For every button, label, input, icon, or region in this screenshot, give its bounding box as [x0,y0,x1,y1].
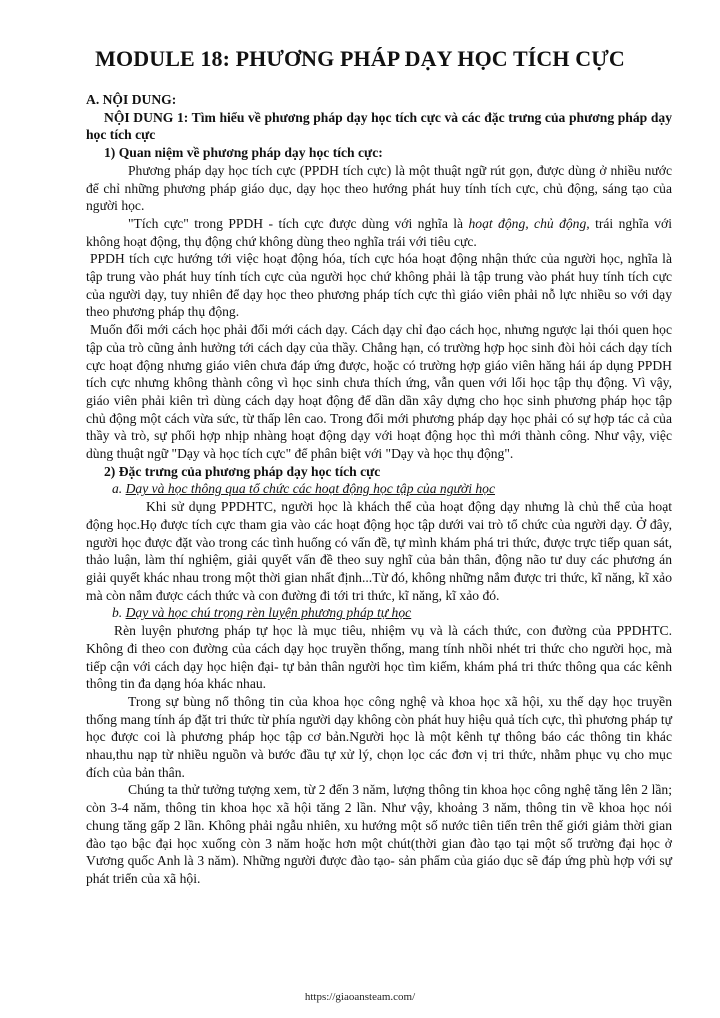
subsection-b-heading: b. Dạy và học chú trọng rèn luyện phương pháp tự học [112,605,412,621]
document-body [86,91,672,888]
italic-phrase: hoạt động, chủ động, [468,215,590,231]
subheading-2: 2) Đặc trưng của phương pháp dạy học tích cực [104,463,381,479]
paragraph-1: Phương pháp dạy học tích cực (PPDH tích cực) là một thuật ngữ rút gọn, được dùng ở nhiều nước để chỉ những phương pháp giáo dục, dạy học theo hướng phát huy tính tích cực, chủ động, sáng tạo của người học. [86,162,672,214]
paragraph-6: Rèn luyện phương pháp tự học là mục tiêu, nhiệm vụ và là cách thức, con đường của PPDHTC. Không đi theo con đường của cách dạy học truyền thống, mang tính nhồi nhét tri thức cho người học, mà tiếp cận với cách dạy học hiện đại- tự bản thân người học tìm kiếm, khám phá tri thức thông qua các kênh thông tin đa dạng hóa khác nhau. [86,623,672,692]
paragraph-8: Chúng ta thử tưởng tượng xem, từ 2 đến 3 năm, lượng thông tin khoa học công nghệ tăng lên 2 lần; còn 3-4 năm, thông tin khoa học xã hội tăng 2 lần. Như vậy, khoảng 3 năm, thông tin về khoa học nói chung tăng gấp 2 lần. Không phải ngẫu nhiên, xu hướng một số nước tiên tiến trên thế giới giảm thời gian đào tạo bậc đại học xuống còn 3 năm hoặc hơn một chút(thời gian đào tạo tại một số trường đại học ở Vương quốc Anh là 3 năm). Những người được đào tạo- sản phẩm của giáo dục sẽ đáp ứng phù hợp với sự phát triển của xã hội. [86,782,672,886]
paragraph-5: Khi sử dụng PPDHTC, người học là khách thể của hoạt động dạy nhưng là chủ thể của hoạt động học.Họ được tích cực tham gia vào các hoạt động học tập dưới vai trò tổ chức của người dạy. Ở đây, người học được đặt vào trong các tình huống có vấn đề, tự mình khám phá tri thức, được trực tiếp quan sát, thảo luận, làm thí nghiệm, giải quyết vấn đề theo suy nghĩ của bản thân, động não tư duy các phương án giải quyết khác nhau trong một thời gian nhất định...Từ đó, không những nắm được tri thức, kĩ năng, kĩ xảo mà còn nắm được cách thức và con đường đi tới tri thức, kĩ năng, kĩ xảo đó. [86,499,672,603]
paragraph-7: Trong sự bùng nổ thông tin của khoa học công nghệ và khoa học xã hội, xu thế dạy học truyền thống mang tính áp đặt tri thức từ phía người dạy không còn phát huy hiệu quả tích cực, thì phương pháp tự học được coi là phương pháp học tập cơ bản.Người học là một kênh tự thông báo các thông tin khác nhau,thu nạp từ nhiều nguồn và bước đầu tự xử lý, chọn lọc các đơn vị tri thức, nhằm phục vụ cho mục đích của bản thân. [86,693,672,780]
section-heading-a: A. NỘI DUNG: [86,92,177,107]
footer-url[interactable]: https://giaoansteam.com/ [304,991,416,1003]
paragraph-4: Muốn đổi mới cách học phải đổi mới cách dạy. Cách dạy chỉ đạo cách học, nhưng ngược lại thói quen học tập của trò cũng ảnh hưởng tới cách dạy của thầy. Chẳng hạn, có trường hợp học sinh đòi hỏi cách dạy tích cực hoạt động nhưng giáo viên chưa đáp ứng được, hoặc có trường hợp giáo viên hăng hái áp dụng PPDH tích cực nhưng không thành công vì học sinh chưa thích ứng, vẫn quen với lối học tập thụ động. Vì vậy, giáo viên phải kiên trì dùng cách dạy hoạt động để dần dần xây dựng cho học sinh phương pháp học tập chủ động một cách vừa sức, từ thấp lên cao. Trong đổi mới phương pháp dạy học phải có sự hợp tác cả của thầy và trò, sự phối hợp nhịp nhàng hoạt động dạy với hoạt động học thì mới thành công. Như vậy, việc dùng thuật ngữ "Dạy và học tích cực" để phân biệt với "Dạy và học thụ động". [86,322,672,462]
subheading-1: 1) Quan niệm về phương pháp dạy học tích cực: [104,145,383,161]
paragraph-2: "Tích cực" trong PPDH - tích cực được dùng với nghĩa là hoạt động, chủ động, trái nghĩa với không hoạt động, thụ động chứ không dùng theo nghĩa trái với tiêu cực. [86,215,672,249]
paragraph-3: PPDH tích cực hướng tới việc hoạt động hóa, tích cực hóa hoạt động nhận thức của người học, nghĩa là tập trung vào phát huy tính tích cực của người học chứ không phải là tập trung vào phát huy tính tích cực của người dạy, tuy nhiên để dạy học theo phương pháp tích cực thì giáo viên phải nỗ lực nhiều so với dạy theo phương pháp thụ động. [86,251,672,320]
page-title: MODULE 18: PHƯƠNG PHÁP DẠY HỌC TÍCH CỰC [95,46,625,71]
content-1-heading: NỘI DUNG 1: Tìm hiểu về phương pháp dạy học tích cực và các đặc trưng của phương pháp dạy học tích cực [86,109,672,143]
subsection-a-heading: a. Dạy và học thông qua tổ chức các hoạt động học tập của người học [112,481,495,497]
